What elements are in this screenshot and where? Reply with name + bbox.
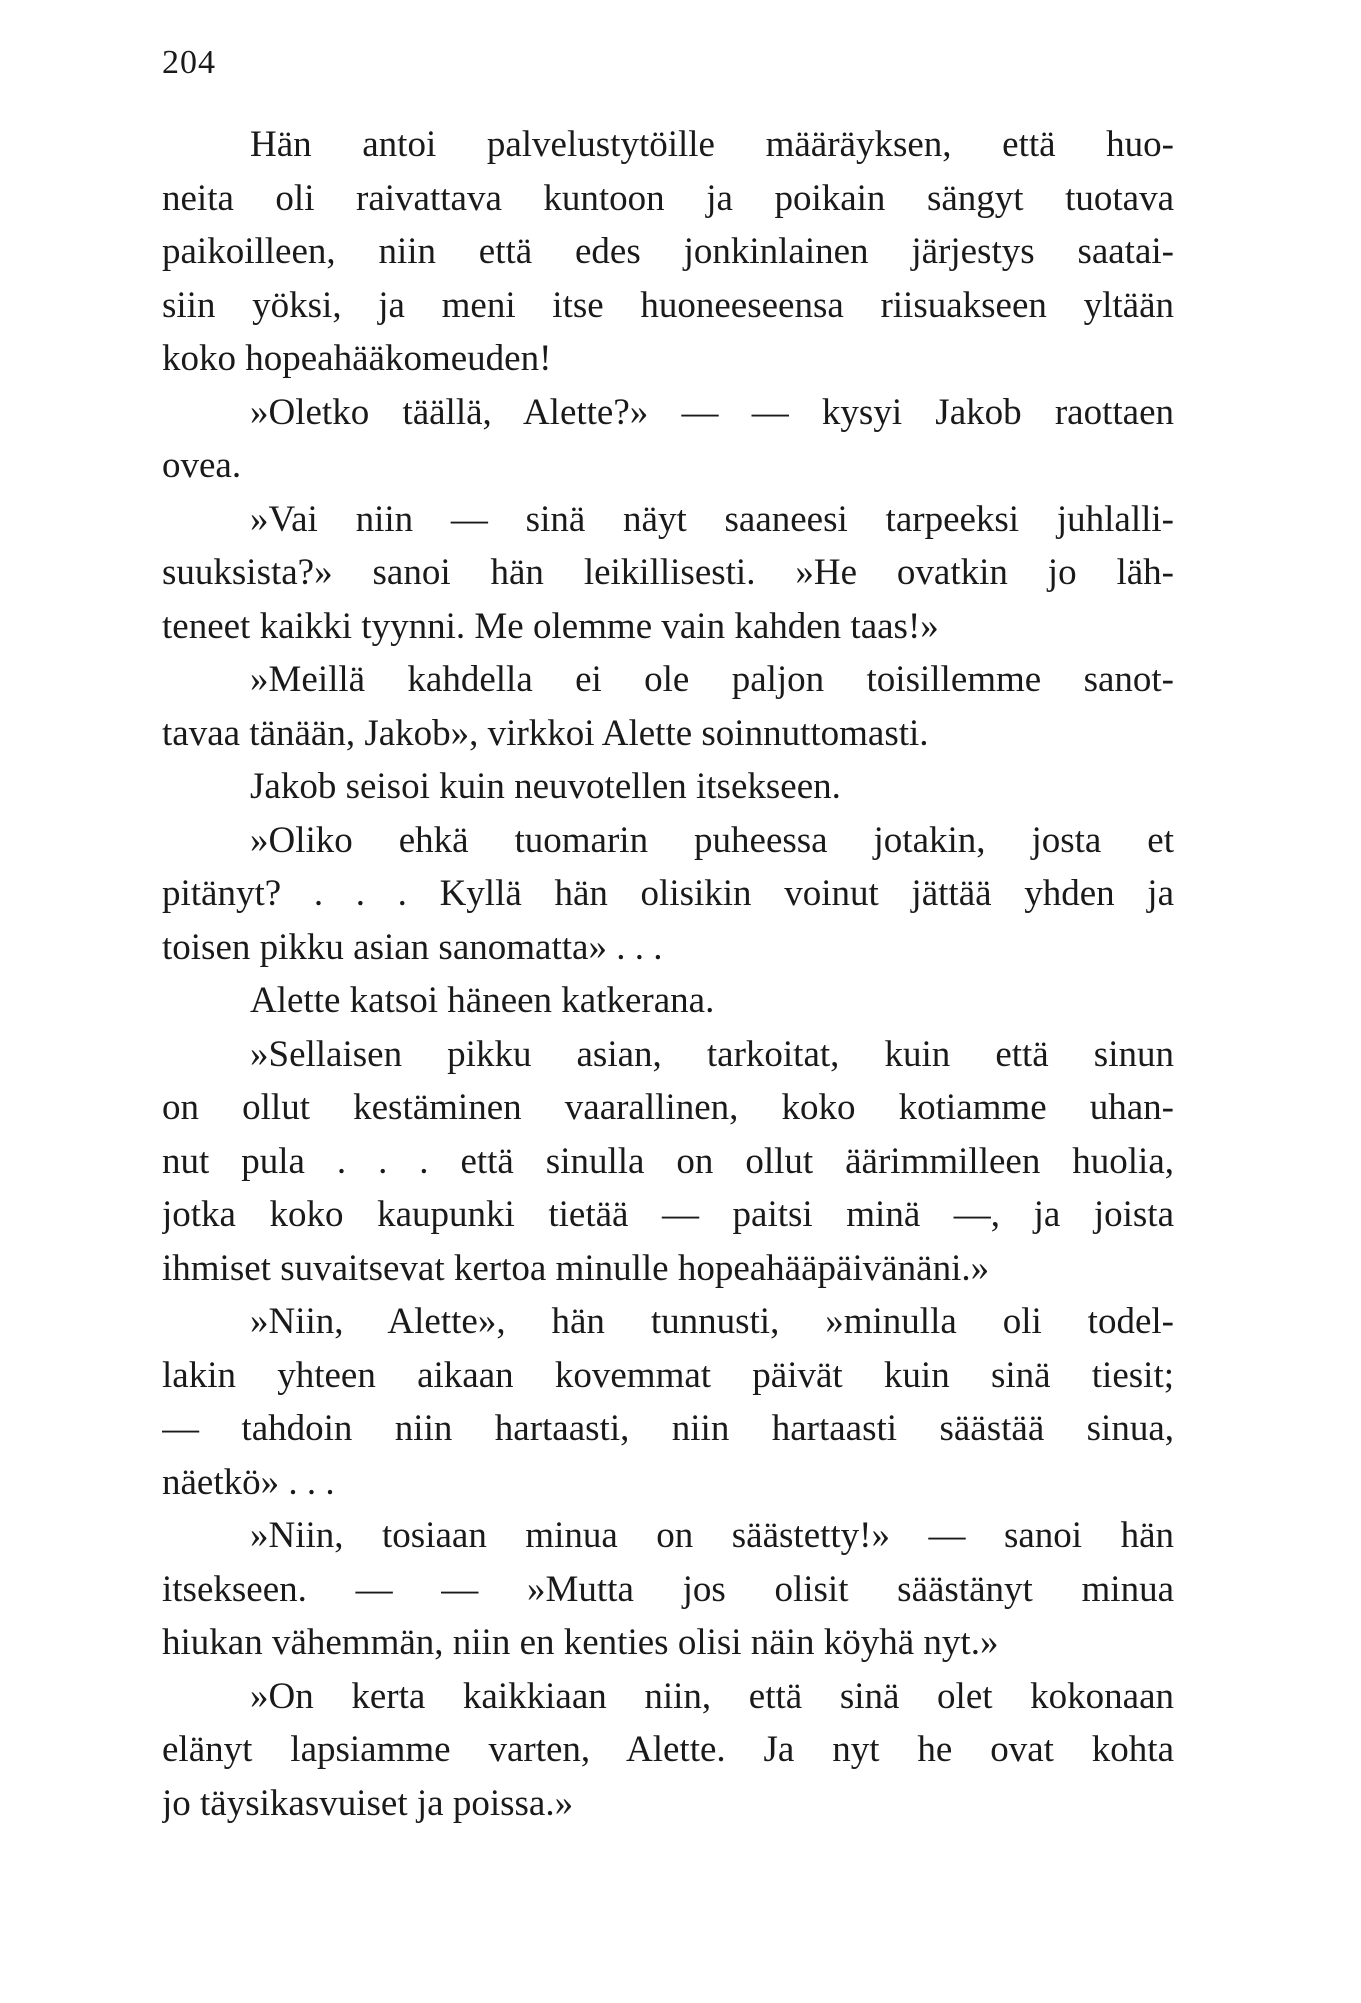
text-line: hiukan vähemmän, niin en kenties olisi näin köyhä nyt.»: [162, 1622, 999, 1663]
text-line: — tahdoin niin hartaasti, niin hartaasti säästää sinua,: [162, 1408, 1174, 1449]
text-line: siin yöksi, ja meni itse huoneeseensa riisuakseen yltään: [162, 284, 1174, 326]
text-line: teneet kaikki tyynni. Me olemme vain kahden taas!»: [162, 605, 939, 647]
text-line: ovea.: [162, 445, 242, 486]
text-line: suuksista?» sanoi hän leikillisesti. »He ovatkin jo läh-: [162, 552, 1174, 593]
text-line: on ollut kestäminen vaarallinen, koko kotiamme uhan-: [162, 1087, 1174, 1128]
text-line: pitänyt? . . . Kyllä hän olisikin voinut jättää yhden ja: [162, 873, 1174, 914]
text-line: itsekseen. — — »Mutta jos olisit säästänyt minua: [162, 1568, 1174, 1610]
text-line: jo täysikasvuiset ja poissa.»: [162, 1782, 574, 1824]
text-line: paikoilleen, niin että edes jonkinlainen järjestys saatai-: [162, 231, 1174, 272]
page-number: 204: [162, 44, 216, 81]
text-line: »Sellaisen pikku asian, tarkoitat, kuin että sinun: [250, 1033, 1174, 1075]
text-line: näetkö» . . .: [162, 1461, 335, 1503]
text-line: lakin yhteen aikaan kovemmat päivät kuin sinä tiesit;: [162, 1354, 1174, 1396]
text-line: »Meillä kahdella ei ole paljon toisillemme sanot-: [250, 659, 1174, 700]
text-line: »Niin, Alette», hän tunnusti, »minulla oli todel-: [250, 1301, 1174, 1342]
text-line: »Oliko ehkä tuomarin puheessa jotakin, josta et: [250, 819, 1174, 861]
text-line: »Oletko täällä, Alette?» — — kysyi Jakob raottaen: [250, 391, 1174, 433]
text-line: toisen pikku asian sanomatta» . . .: [162, 926, 663, 968]
text-line: jotka koko kaupunki tietää — paitsi minä —, ja joista: [162, 1194, 1174, 1235]
text-line: ihmiset suvaitsevat kertoa minulle hopeahääpäivänäni.»: [162, 1247, 990, 1289]
text-line: Hän antoi palvelustytöille määräyksen, että huo-: [250, 124, 1174, 165]
text-line: tavaa tänään, Jakob», virkkoi Alette soinnuttomasti.: [162, 712, 929, 754]
text-line: koko hopeahääkomeuden!: [162, 338, 552, 379]
text-line: Jakob seisoi kuin neuvotellen itsekseen.: [250, 766, 841, 807]
text-line: »On kerta kaikkiaan niin, että sinä olet kokonaan: [250, 1675, 1174, 1717]
text-line: nut pula . . . että sinulla on ollut äärimmilleen huolia,: [162, 1140, 1174, 1182]
text-line: elänyt lapsiamme varten, Alette. Ja nyt he ovat kohta: [162, 1729, 1174, 1770]
text-line: Alette katsoi häneen katkerana.: [250, 980, 715, 1021]
text-line: neita oli raivattava kuntoon ja poikain sängyt tuotava: [162, 177, 1174, 219]
text-line: »Vai niin — sinä näyt saaneesi tarpeeksi juhlalli-: [250, 498, 1174, 540]
text-line: »Niin, tosiaan minua on säästetty!» — sanoi hän: [250, 1515, 1174, 1556]
body-text: [162, 118, 1174, 1830]
